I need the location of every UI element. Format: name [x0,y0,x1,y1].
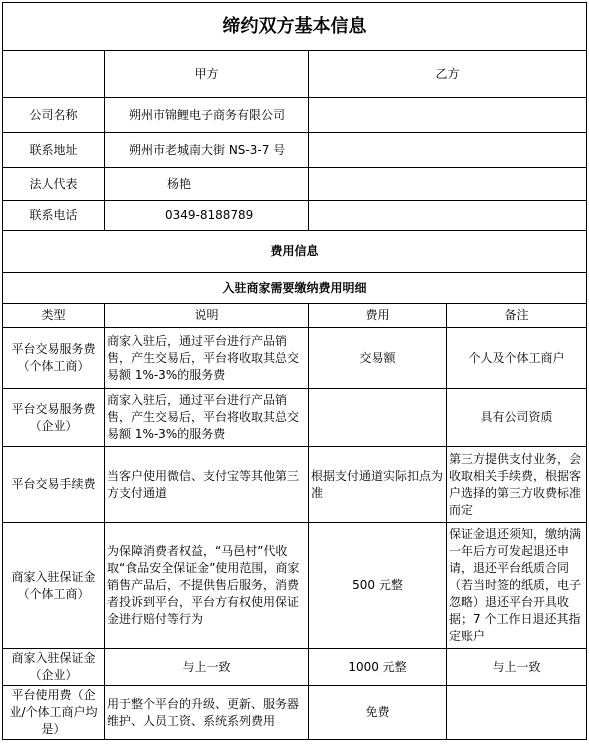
fee-row [3,447,587,523]
fee-note: 保证金退还须知，缴纳满一年后方可发起退还申请，退还平台纸质合同（若当时签的纸质，电子忽略）退还平台开具收据；7 个工作日退还其指定账户 [447,523,587,649]
party-b-header: 乙方 [309,51,587,98]
fee-amount: 免费 [309,686,447,740]
fee-row [3,686,587,740]
fee-row [3,328,587,389]
basic-label: 联系地址 [3,133,105,168]
fee-note: 第三方提供支付业务，会收取相关手续费，根据客户选择的第三方收费标准而定 [447,447,587,523]
fee-header-note: 备注 [447,304,587,328]
fee-row [3,649,587,686]
fee-type: 平台交易服务费（企业） [3,389,105,447]
fee-note: 个人及个体工商户 [447,328,587,389]
party-b-value [309,133,587,168]
fee-desc: 商家入驻后，通过平台进行产品销售，产生交易后，平台将收取其总交易额 1%-3%的服务费 [105,389,309,447]
fee-type: 商家入驻保证金（个体工商） [3,523,105,649]
party-b-value [309,201,587,231]
basic-label: 法人代表 [3,168,105,201]
fee-amount: 根据支付通道实际扣点为准 [309,447,447,523]
party-a-value: 杨艳 [105,168,309,201]
fee-type: 平台交易手续费 [3,447,105,523]
sheet-title: 缔约双方基本信息 [3,3,587,51]
party-a-value: 朔州市老城南大街 NS-3-7 号 [105,133,309,168]
basic-row-legal-rep [3,168,587,201]
fee-amount: 500 元整 [309,523,447,649]
basic-row-address [3,133,587,168]
party-header-row [3,51,587,98]
fee-desc: 用于整个平台的升级、更新、服务器维护、人员工资、系统系列费用 [105,686,309,740]
fee-amount: 1000 元整 [309,649,447,686]
fee-header-desc: 说明 [105,304,309,328]
fee-note [447,686,587,740]
fee-type: 平台交易服务费（个体工商） [3,328,105,389]
party-a-value: 0349-8188789 [105,201,309,231]
fee-row [3,523,587,649]
fee-header-fee: 费用 [309,304,447,328]
party-a-header: 甲方 [105,51,309,98]
fee-desc: 为保障消费者权益，“马邑村”代收取“食品安全保证金”使用范围，商家销售产品后，不提供售后服务，消费者投诉到平台，平台方有权使用保证金进行赔付等行为 [105,523,309,649]
fee-note: 具有公司资质 [447,389,587,447]
fee-subtitle-row [3,273,587,304]
fee-section-title: 费用信息 [3,231,587,273]
basic-label: 公司名称 [3,98,105,133]
fee-section-row [3,231,587,273]
title-row [3,3,587,51]
fee-type: 商家入驻保证金（企业） [3,649,105,686]
party-b-value [309,98,587,133]
basic-row-company [3,98,587,133]
fee-note: 与上一致 [447,649,587,686]
fee-row [3,389,587,447]
fee-subtitle: 入驻商家需要缴纳费用明细 [3,273,587,304]
contract-table [2,2,587,740]
party-a-value: 朔州市锦鲤电子商务有限公司 [105,98,309,133]
fee-amount: 交易额 [309,328,447,389]
basic-label: 联系电话 [3,201,105,231]
fee-desc: 与上一致 [105,649,309,686]
fee-desc: 商家入驻后，通过平台进行产品销售，产生交易后，平台将收取其总交易额 1%-3%的服务费 [105,328,309,389]
fee-header-row [3,304,587,328]
fee-desc: 当客户使用微信、支付宝等其他第三方支付通道 [105,447,309,523]
party-b-value [309,168,587,201]
party-header-blank [3,51,105,98]
fee-type: 平台使用费（企业/个体工商户均是） [3,686,105,740]
fee-amount [309,389,447,447]
fee-header-type: 类型 [3,304,105,328]
basic-row-phone [3,201,587,231]
